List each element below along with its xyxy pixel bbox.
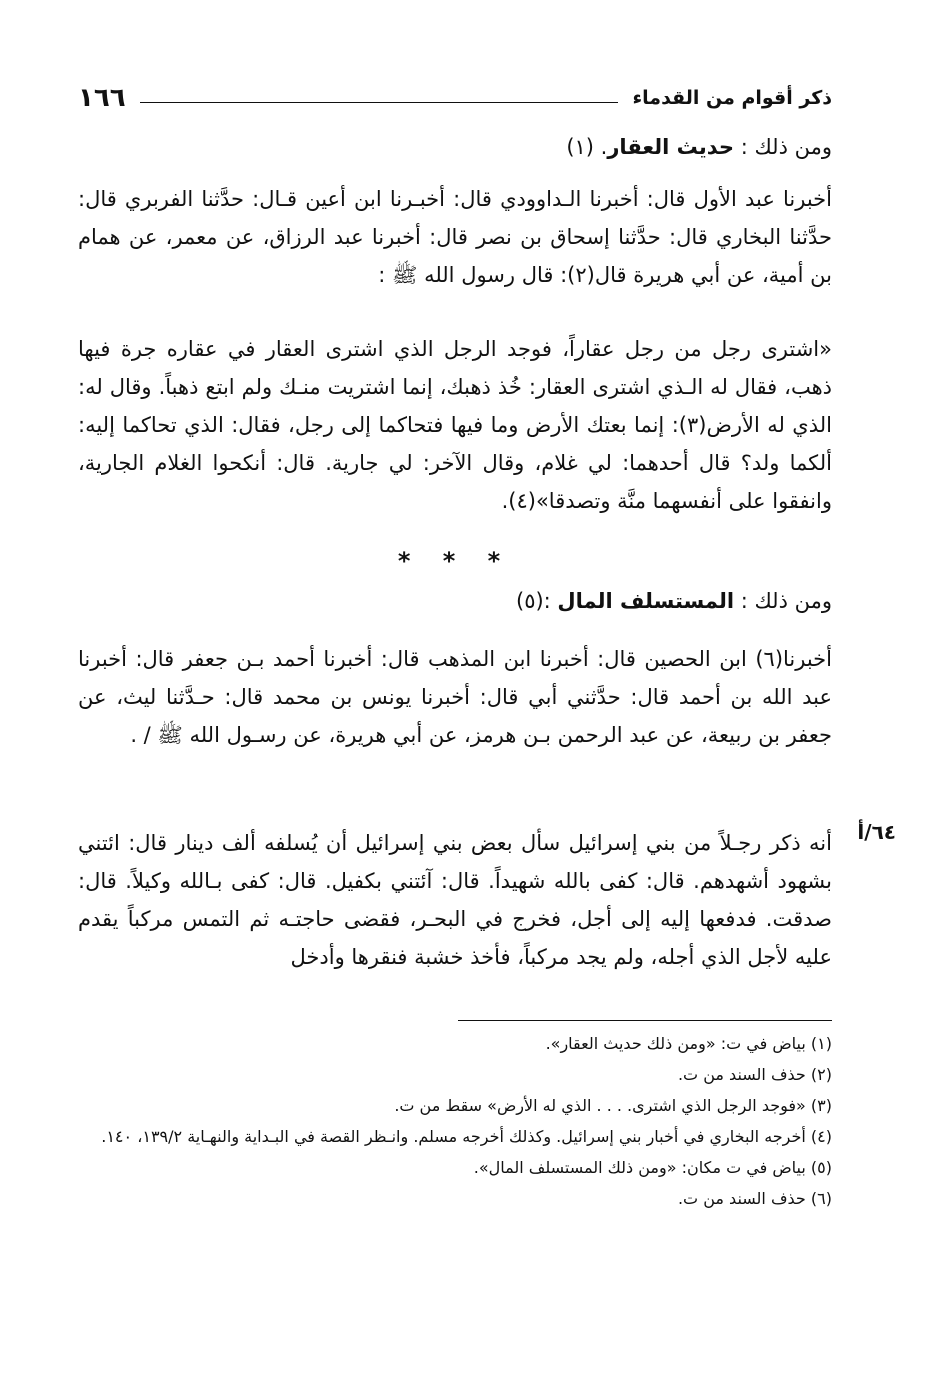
page-number: ١٦٦ [78, 83, 126, 113]
section-title: المستسلف المال [557, 589, 735, 613]
footnote: (٢) حذف السند من ت. [677, 1065, 832, 1084]
hadith-paragraph-1: «اشترى رجل من رجل عقاراً، فوجد الرجل الذي اشترى العقار في عقاره جرة فيها ذهب، فقال له الـذي اشترى العقار: خُذ ذهبك، إنما اشتريت منـك ولم ابتع ذهباً. وقال له: الذي له الأرض(٣): إنما بعتك الأرض وما فيها فتحاكما إلى رجل، فقال: الذي تحاكما إليه: ألكما ولد؟ قال أحدهما: لي غلام، وقال الآخر: لي جارية. قال: أنكحوا الغلام الجارية، وانفقوا على أنفسهما منَّة وتصدقا»(٤). [78, 337, 832, 513]
footnote: (٦) حذف السند من ت. [677, 1189, 832, 1208]
footnote-rule [458, 1020, 832, 1021]
section-separator: * * * [397, 547, 513, 575]
footnotes [78, 1028, 832, 1214]
isnad-paragraph-1: أخبرنا عبد الأول قال: أخبرنا الـداوودي قال: أخبـرنا ابن أعين قـال: حدَّثنا الفربري قال: حدَّثنا البخاري قال: حدَّثنا إسحاق بن نصر قال: أخبرنا عبد الرزاق، عن معمر، عن همام بن أمية، عن أبي هريرة قال(٢): قال رسول الله ﷺ : [78, 187, 832, 287]
section-lead: ومن ذلك : [734, 589, 832, 613]
isnad-paragraph-2: أخبرنا(٦) ابن الحصين قال: أخبرنا ابن المذهب قال: أخبرنا أحمد بـن جعفر قال: أخبرنا عبد الله بن أحمد قال: حدَّثني أبي قال: أخبرنا يونس بن محمد قال: حـدَّثنا ليث، عن جعفر بن ربيعة، عن عبد الرحمن بـن هرمز، عن أبي هريرة، عن رسـول الله ﷺ / . [78, 647, 832, 747]
header-rule [140, 102, 619, 103]
section-lead: ومن ذلك : [734, 135, 832, 159]
footnote: (٣) «فوجد الرجل الذي اشترى. . . . الذي له الأرض» سقط من ت. [394, 1096, 832, 1115]
hadith-paragraph-2: أنه ذكر رجـلاً من بني إسرائيل سأل بعض بني إسرائيل أن يُسلفه ألف دينار قال: ائتني بشهود أشهدهم. قال: كفى بالله شهيداً. قال: آئتني بكفيل. قال: كفى بـالله وكيلاً. قال: صدقت. فدفعها إليه إلى أجل، فخرج في البحـر، فقضى حاجتـه ثم التمس مركباً يقدم عليه لأجل الذي أجله، ولم يجد مركباً، فأخذ خشبة فنقرها وأدخل [78, 831, 832, 969]
section-footnote-ref: . (١) [566, 135, 608, 159]
running-title: ذكر أقوام من القدماء [632, 86, 832, 109]
section-title: حديث العقار [607, 135, 735, 159]
footnote: (٥) بياض في ت مكان: «ومن ذلك المستسلف المال». [473, 1158, 832, 1177]
footnote: (١) بياض في ت: «ومن ذلك حديث العقار». [545, 1034, 832, 1053]
section-footnote-ref: :(٥) [515, 589, 558, 613]
footnote: (٤) أخرجه البخاري في أخبار بني إسرائيل. وكذلك أخرجه مسلم. وانـظر القصة في البـداية والنهـاية ١٣٩/٢، ١٤٠. [101, 1127, 832, 1146]
manuscript-folio-ref: ٦٤/أ [857, 820, 896, 844]
section-heading-2 [78, 582, 832, 620]
page-header [78, 78, 832, 118]
section-heading-1 [78, 128, 832, 166]
